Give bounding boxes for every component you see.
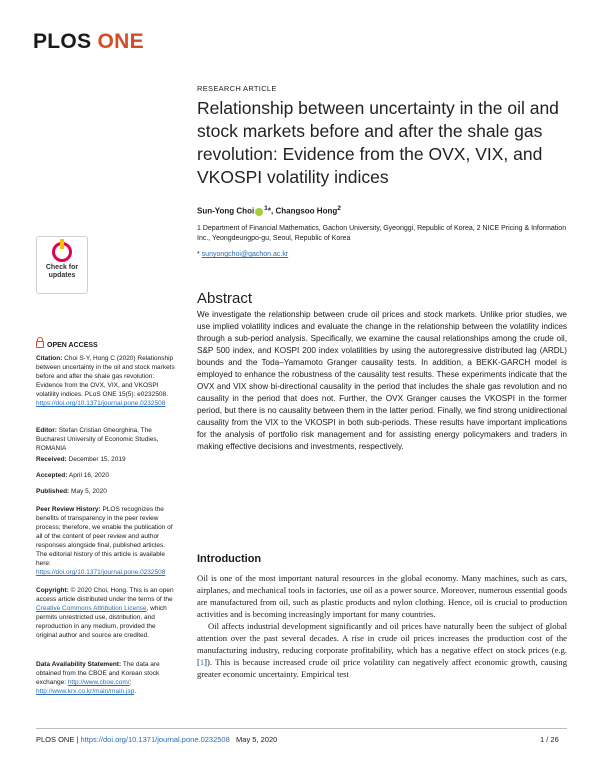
copyright-text: © 2020 Choi, Hong. This is an open access article distributed under the terms of the xyxy=(36,587,174,603)
cboe-link[interactable]: http://www.cboe.com/ xyxy=(67,679,130,686)
data-availability-block xyxy=(36,660,176,696)
editor-label: Editor: xyxy=(36,427,57,434)
license-link[interactable]: Creative Commons Attribution License xyxy=(36,605,147,612)
krx-link[interactable]: http://www.krx.co.kr/main/main.jsp xyxy=(36,688,135,695)
copyright-text-end: , which permits unrestricted use, distribution, and reproduction in any medium, provided the original author and source are credited. xyxy=(36,605,167,639)
article-title: Relationship between uncertainty in the oil and stock markets before and after the shale gas revolution: Evidence from the OVX, VIX, and VKOSPI volatility indices xyxy=(197,98,559,187)
introduction-heading: Introduction xyxy=(197,553,262,565)
page-number: 1 / 26 xyxy=(540,735,559,744)
data-link-separator: ; xyxy=(129,679,132,686)
author-separator: , xyxy=(271,206,276,216)
affiliations: 1 Department of Financial Mathematics, Gachon University, Gyeonggi, Republic of Korea, 2 NICE Pricing & Information Inc., Yeongdeungpo-gu, Seoul, Republic of Korea xyxy=(197,225,567,242)
intro-paragraph-1: Oil is one of the most important natural resources in the global economy. Many machines, such as cars, airplanes, and mechanical tools in factories, use oil as a power source. Moreover, numerous essential goods are manufactured from oil, such as plastic products and nylon clothing. Hence, oil is crucial to production activities and is becoming increasingly important for many countries. xyxy=(197,573,567,619)
data-end: . xyxy=(134,688,137,695)
citation-label: Citation: xyxy=(36,355,63,362)
copyright-label: Copyright: xyxy=(36,587,69,594)
peer-review-text: PLOS recognizes the benefits of transparency in the peer review process; therefore, we enable the publication of all of the content of peer review and author responses alongside final, published articles. The editorial history of this article is available here: xyxy=(36,506,173,567)
abstract-heading: Abstract xyxy=(197,290,253,307)
article-type: RESEARCH ARTICLE xyxy=(197,84,277,93)
peer-review-label: Peer Review History: xyxy=(36,506,101,513)
published-label: Published: xyxy=(36,488,70,495)
received-date: December 15, 2019 xyxy=(68,456,126,463)
data-availability-text: The data are obtained from the CBOE and Korean stock exchange: xyxy=(36,661,160,686)
email-mark: * xyxy=(197,251,202,258)
footer-date: May 5, 2020 xyxy=(236,735,278,744)
open-access-label: OPEN ACCESS xyxy=(47,342,98,349)
peer-review-link[interactable]: https://doi.org/10.1371/journal.pone.0232508 xyxy=(36,569,166,576)
page-footer xyxy=(36,735,277,744)
badge-line-1: Check for xyxy=(45,264,79,271)
editor-block xyxy=(36,426,176,453)
published-date: May 5, 2020 xyxy=(71,488,107,495)
received-label: Received: xyxy=(36,456,67,463)
corresponding-mark: * xyxy=(267,206,271,216)
reference-link[interactable]: 1 xyxy=(199,657,205,667)
received-line xyxy=(36,455,176,464)
email-link[interactable]: sunyongchoi@gachon.ac.kr xyxy=(201,251,289,258)
editor-text: Stefan Cristian Gheorghina, The Bucharest University of Economic Studies, ROMANIA xyxy=(36,427,159,452)
logo-one: ONE xyxy=(97,30,144,53)
accepted-label: Accepted: xyxy=(36,472,68,479)
crossmark-icon xyxy=(52,242,72,262)
intro-p2-end: ]). This is because increased crude oil price volatility can negatively affect economic growth, causing greater economic uncertainty. Empirical test xyxy=(197,657,567,679)
accepted-date: April 16, 2020 xyxy=(68,472,110,479)
plos-one-logo xyxy=(33,30,144,54)
footer-journal: PLOS ONE xyxy=(36,735,75,744)
check-for-updates-badge[interactable] xyxy=(36,236,88,294)
introduction-body xyxy=(197,572,567,680)
intro-paragraph-2 xyxy=(197,620,567,680)
author-2-affil: 2 xyxy=(337,205,341,212)
abstract-text: We investigate the relationship between crude oil prices and stock markets. Unlike prior studies, we use implied volatility indices and evaluate the change in the relationship between the volatility indices through a sub-period analysis. Specifically, we examine the causal relationships among the crude oil, S&P 500 index, and KOSPI 200 index volatilities by using the autoregressive distributed lag (ARDL) bounds and the Toda–Yamamoto Granger causality tests. In addition, a BEKK-GARCH model is employed to enhance the robustness of the causality test results. These experiments indicate that the OVX and VIX show bi-directional causality in the period that includes the shale gas revolution and no causality in the period that does not. Further, the OVX Granger causes the VKOSPI in the former period, but there is no causality between them in the latter period. Finally, we find strong unidirectional causality from the VIX to the VKOSPI in both sub-periods. These results have important implications for the analysis of portfolio risk management and for assisting energy policymakers and traders in making effective decisions and investments, respectively. xyxy=(197,310,567,451)
open-lock-icon xyxy=(36,341,44,348)
data-availability-label: Data Availability Statement: xyxy=(36,661,122,668)
orcid-icon[interactable] xyxy=(255,208,263,216)
author-2[interactable]: Changsoo Hong xyxy=(275,206,338,216)
corresponding-email xyxy=(197,251,288,258)
badge-line-2: updates xyxy=(48,272,76,279)
author-1-affil: 1 xyxy=(264,205,268,212)
accepted-line xyxy=(36,471,176,480)
author-1[interactable]: Sun-Yong Choi xyxy=(197,206,255,216)
peer-review-block xyxy=(36,505,176,577)
citation-text: Choi S-Y, Hong C (2020) Relationship between uncertainty in the oil and stock markets before and after the shale gas revolution: Evidence from the OVX, VIX, and VKOSPI volatility indices. PLoS ONE 15(5): e0232508. xyxy=(36,355,175,398)
footer-doi-link[interactable]: https://doi.org/10.1371/journal.pone.0232508 xyxy=(80,735,230,744)
author-list xyxy=(197,205,341,216)
open-access xyxy=(36,340,98,349)
citation-block xyxy=(36,354,176,408)
copyright-block xyxy=(36,586,176,640)
footer-separator: | xyxy=(74,735,81,744)
citation-doi-link[interactable]: https://doi.org/10.1371/journal.pone.0232508 xyxy=(36,400,166,407)
logo-plos: PLOS xyxy=(33,30,92,53)
published-line xyxy=(36,487,176,496)
intro-p2-start: Oil affects industrial development significantly and oil prices have naturally been the subject of global attention over the past several decades. A rise in crude oil prices increases the production cost of the manufacturing industry, reducing corporate profitability, which has a negative effect on stock prices (e.g. [ xyxy=(197,621,567,667)
footer-divider xyxy=(36,728,567,729)
